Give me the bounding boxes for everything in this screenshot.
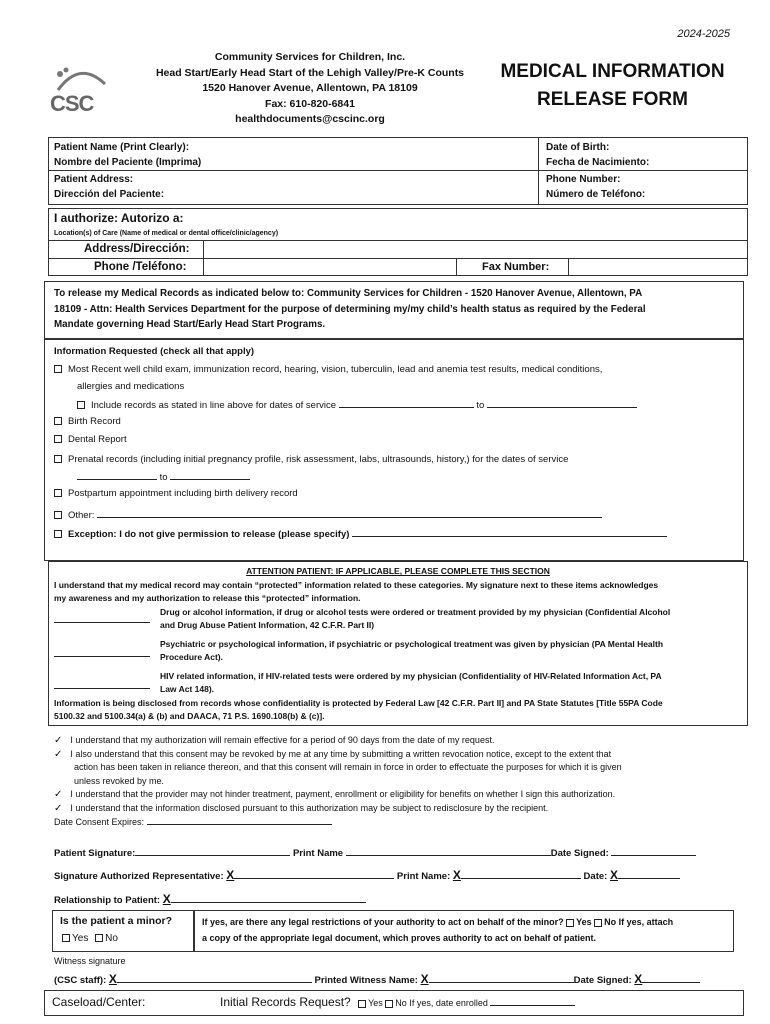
patient-name-label[interactable]: Patient Name (Print Clearly): [54,142,190,153]
witness-signature-line[interactable] [117,973,312,983]
checkbox-other[interactable] [54,511,62,519]
minor-yes-checkbox[interactable] [62,934,70,942]
initial-no-checkbox[interactable] [385,1000,393,1008]
legal-no-checkbox[interactable] [594,919,602,927]
checkbox-birth-record[interactable] [54,417,62,425]
org-email: healthdocuments@cscinc.org [235,113,385,125]
drug-signature-line[interactable] [54,622,150,623]
print-name-line[interactable] [346,846,551,856]
checkbox-well-child[interactable] [54,365,62,373]
org-header [140,50,480,128]
authorize-title: I authorize: Autorizo a: [54,211,184,225]
org-program: Head Start/Early Head Start of the Lehigh Valley/Pre-K Counts [155,66,465,79]
relationship-line[interactable] [171,893,366,903]
csc-logo [50,64,110,120]
hiv-signature-line[interactable] [54,688,150,689]
legal-yes-checkbox[interactable] [566,919,574,927]
checkbox-prenatal[interactable] [54,455,62,463]
auth-rep-line[interactable] [234,869,394,879]
checkbox-postpartum[interactable] [54,489,62,497]
dob-label[interactable]: Date of Birth: [546,142,610,153]
org-name: Community Services for Children, Inc. [214,51,406,63]
witness-name-line[interactable] [429,973,574,983]
caseload-label[interactable]: Caseload/Center: [52,995,146,1009]
patient-name-label-es: Nombre del Paciente (Imprima) [54,157,202,168]
date-signed-line[interactable] [611,846,696,856]
patient-address-label-es: Dirección del Paciente: [54,189,165,200]
checkbox-include-dates[interactable] [77,401,85,409]
release-text: To release my Medical Records as indicated below to: Community Services for Children - 1520 Hanover Avenue, Allentown, PA 18109 - Attn: Health Services Department for the purpose of determining my/my child’s health status as required by the Federal Mandate governing Head Start/Early Head Start Programs. [54,288,646,330]
attention-heading: ATTENTION PATIENT: IF APPLICABLE, PLEASE COMPLETE THIS SECTION [246,566,550,576]
phone-label[interactable]: Phone Number: [546,174,621,185]
checkbox-dental-report[interactable] [54,435,62,443]
org-fax: Fax: 610-820-6841 [265,97,355,110]
understand-list: ✓ I understand that my authorization will remain effective for a period of 90 days from the date of my request. ✓ I also understand that this consent may be revoked by me at any time by submitting a written revocation notice, except to the extent that action has been taken in reliance thereon, and that this consent will remain in force in order to effectuate the purposes for which it is given unless revoked by me. ✓ I understand that the provider may not hinder treatment, payment, enrollment or eligibility for benefits on whether I sign this authorization. ✓ I understand that the information disclosed pursuant to this authorization may be subject to redisclosure by the recipient. Date Consent Expires: [54,735,622,827]
phone-label-es: Número de Teléfono: [546,189,646,200]
phone-label-auth[interactable]: Phone /Teléfono: [94,261,187,273]
psych-signature-line[interactable] [54,656,150,657]
patient-address-label[interactable]: Patient Address: [54,174,134,185]
form-year: 2024-2025 [677,28,730,40]
org-address: 1520 Hanover Avenue, Allentown, PA 18109 [202,82,418,94]
minor-no-checkbox[interactable] [95,934,103,942]
patient-signature-line[interactable] [135,846,290,856]
enrolled-date-line[interactable] [490,996,575,1006]
info-heading: Information Requested (check all that apply) [54,346,255,357]
expires-line[interactable] [147,815,332,825]
witness-date-line[interactable] [642,973,700,983]
checkbox-exception[interactable] [54,530,62,538]
dob-label-es: Fecha de Nacimiento: [546,157,650,168]
initial-request-label: Initial Records Request? [220,995,351,1009]
address-label[interactable]: Address/Dirección: [84,243,190,255]
form-title: MEDICAL INFORMATION RELEASE FORM [500,61,725,110]
initial-yes-checkbox[interactable] [358,1000,366,1008]
location-note: Location(s) of Care (Name of medical or dental office/clinic/agency) [54,230,279,237]
logo-text: CSC [50,91,94,116]
fax-label[interactable]: Fax Number: [482,261,550,273]
